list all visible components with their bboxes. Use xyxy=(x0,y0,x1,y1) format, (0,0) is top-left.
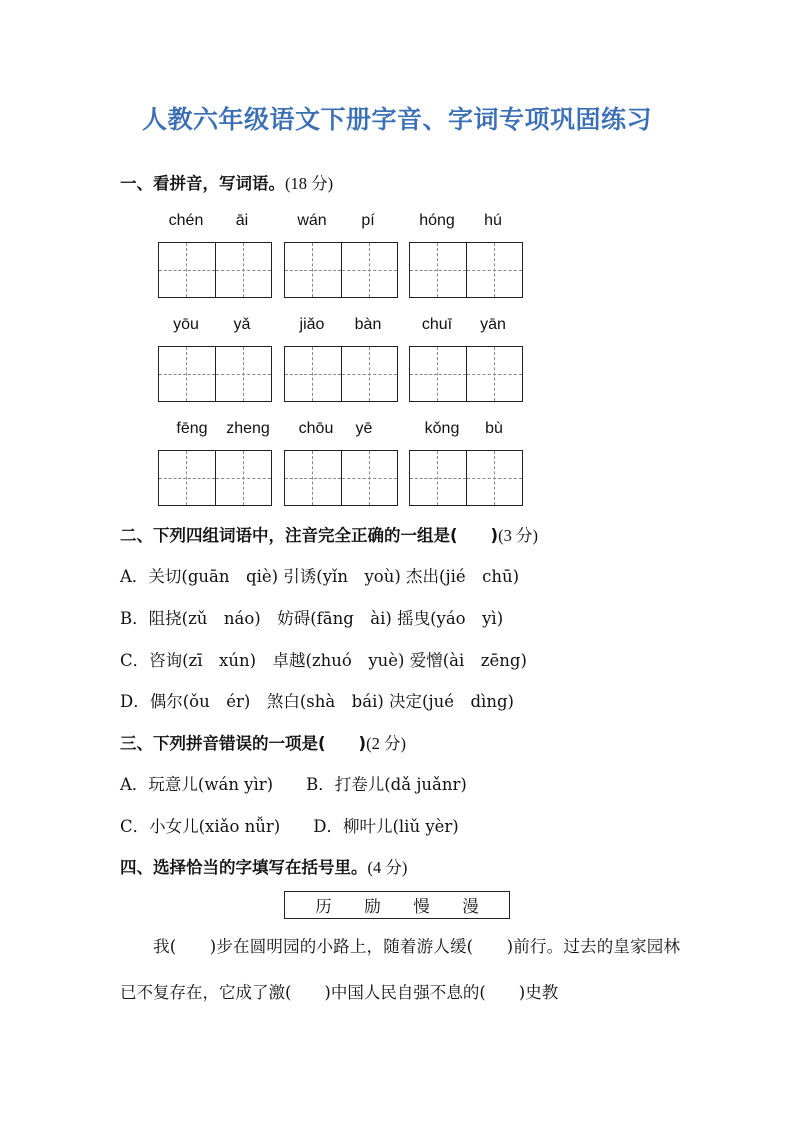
writing-grid[interactable] xyxy=(158,242,272,298)
grid-cell[interactable] xyxy=(341,243,397,297)
q3-options-ab: A．玩意儿(wán yìr) B．打卷儿(dǎ juǎnr) xyxy=(120,775,467,794)
q4-score: (4 分) xyxy=(367,858,408,877)
grid-cell[interactable] xyxy=(410,243,466,297)
grid-cell[interactable] xyxy=(159,451,215,505)
pinyin: yē xyxy=(355,420,373,437)
pinyin: fēng xyxy=(176,420,208,437)
pinyin: yōu xyxy=(173,316,199,333)
q2-heading xyxy=(120,522,538,546)
grid-cell[interactable] xyxy=(410,347,466,401)
q1-heading-text: 一、看拼音，写词语。 xyxy=(120,174,285,193)
q1-heading xyxy=(120,170,333,194)
pinyin: chén xyxy=(168,212,204,229)
pinyin: yǎ xyxy=(233,316,251,333)
grid-cell[interactable] xyxy=(341,451,397,505)
writing-grid[interactable] xyxy=(409,346,523,402)
grid-cell[interactable] xyxy=(215,243,271,297)
q3-options-cd: C．小女儿(xiǎo nǚr) D．柳叶儿(liǔ yèr) xyxy=(120,817,459,836)
writing-grid[interactable] xyxy=(409,450,523,506)
writing-grid[interactable] xyxy=(158,346,272,402)
pinyin: hú xyxy=(484,212,502,229)
q4-heading xyxy=(120,854,407,878)
grid-cell[interactable] xyxy=(285,243,341,297)
choice-char: 历 xyxy=(315,897,332,916)
choice-char: 慢 xyxy=(413,897,430,916)
grid-cell[interactable] xyxy=(466,451,522,505)
writing-grid[interactable] xyxy=(284,450,398,506)
writing-grid[interactable] xyxy=(284,242,398,298)
q3-heading-text: 三、下列拼音错误的一项是( ) xyxy=(120,734,367,753)
pinyin: bàn xyxy=(354,316,382,333)
pinyin: chōu xyxy=(298,420,334,437)
grid-cell[interactable] xyxy=(159,243,215,297)
page-title: 人教六年级语文下册字音、字词专项巩固练习 xyxy=(141,105,652,134)
q3-score: (2 分) xyxy=(366,734,406,753)
pinyin: āi xyxy=(235,212,249,229)
q2-score: (3 分) xyxy=(498,526,538,545)
q2-heading-text: 二、下列四组词语中，注音完全正确的一组是( ) xyxy=(120,526,499,545)
grid-cell[interactable] xyxy=(215,347,271,401)
pinyin: pí xyxy=(361,212,375,229)
grid-cell[interactable] xyxy=(285,347,341,401)
pinyin: hóng xyxy=(419,212,455,229)
pinyin: wán xyxy=(297,212,327,229)
grid-cell[interactable] xyxy=(215,451,271,505)
pinyin: chuī xyxy=(421,316,453,333)
pinyin: bù xyxy=(485,420,503,437)
grid-cell[interactable] xyxy=(341,347,397,401)
pinyin: yān xyxy=(480,316,506,333)
q2-option-a: A．关切(guān qiè) 引诱(yǐn yoù) 杰出(jié chū) xyxy=(120,567,520,586)
grid-cell[interactable] xyxy=(466,243,522,297)
writing-grid[interactable] xyxy=(284,346,398,402)
q2-option-b: B．阻挠(zǔ náo) 妨碍(fāng ài) 摇曳(yáo yì) xyxy=(120,609,504,628)
grid-cell[interactable] xyxy=(159,347,215,401)
pinyin: kǒng xyxy=(424,420,460,437)
q3-heading xyxy=(120,730,406,754)
pinyin: zheng xyxy=(226,420,270,437)
writing-grid[interactable] xyxy=(409,242,523,298)
q2-option-c: C．咨询(zī xún) 卓越(zhuó yuè) 爱憎(ài zēng) xyxy=(120,651,527,670)
q4-heading-text: 四、选择恰当的字填写在括号里。 xyxy=(120,858,368,877)
grid-cell[interactable] xyxy=(285,451,341,505)
character-choice-box xyxy=(284,891,510,919)
choice-char: 漫 xyxy=(462,897,479,916)
q2-option-d: D．偶尔(ǒu ér) 煞白(shà bái) 决定(jué dìng) xyxy=(120,692,514,711)
grid-cell[interactable] xyxy=(466,347,522,401)
grid-cell[interactable] xyxy=(410,451,466,505)
choice-char: 励 xyxy=(364,897,381,916)
writing-grid[interactable] xyxy=(158,450,272,506)
q1-score: (18 分) xyxy=(285,174,334,193)
q4-passage: 我( )步在圆明园的小路上，随着游人缓( )前行。过去的皇家园林已不复存在，它成了激( )中国人民自强不息的( )史教 xyxy=(120,937,680,1002)
pinyin: jiǎo xyxy=(299,316,325,333)
